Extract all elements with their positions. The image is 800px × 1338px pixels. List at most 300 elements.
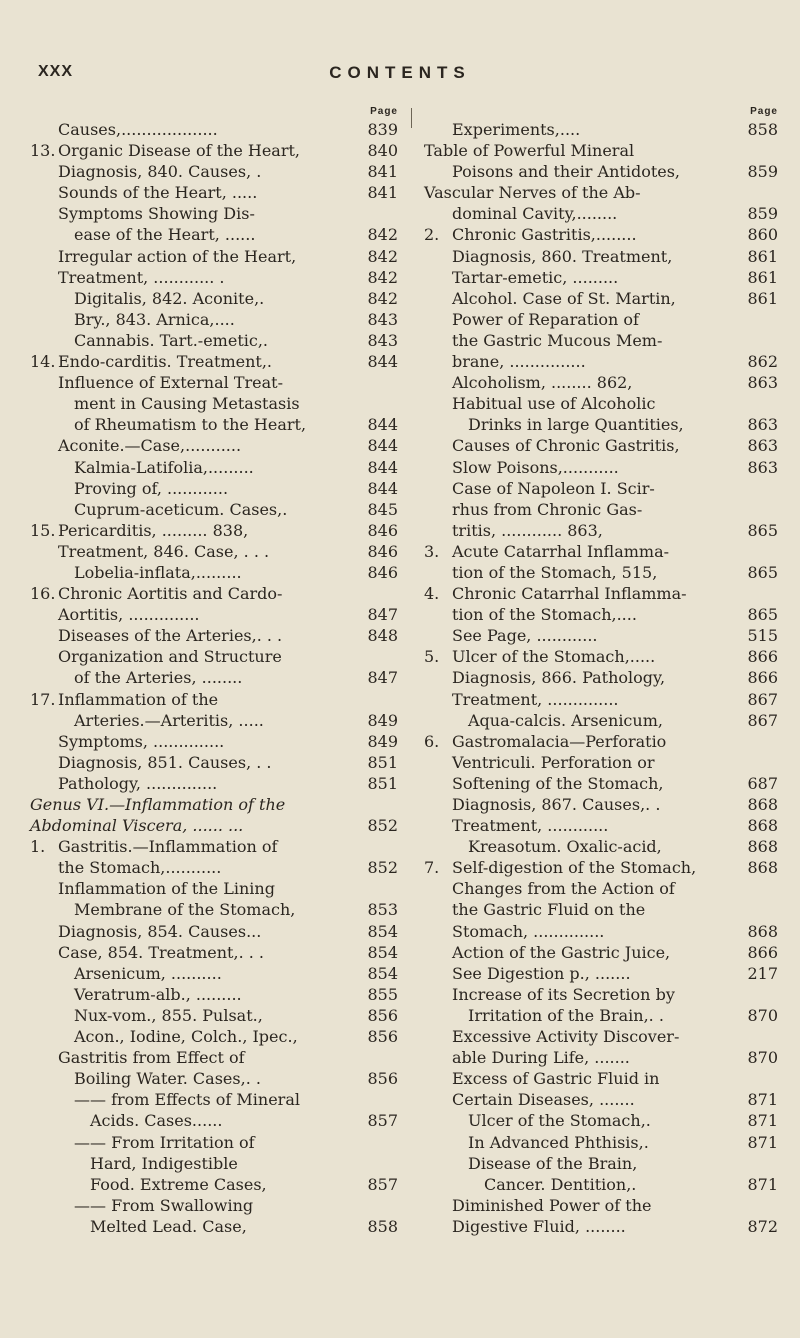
entry-title: Diagnosis, 840. Causes, .: [58, 162, 262, 182]
entry-title: Organization and Structure: [58, 647, 282, 667]
toc-entry: [30, 224, 402, 245]
entry-title: Chronic Gastritis,........: [452, 225, 637, 245]
entry-page-number: 861: [747, 246, 778, 266]
entry-number: 16.: [30, 584, 56, 604]
entry-page-number: 871: [747, 1090, 778, 1110]
entry-title: Action of the Gastric Juice,: [452, 942, 671, 962]
toc-entry: [30, 562, 402, 583]
entry-page-number: 846: [367, 520, 398, 540]
toc-entry: [424, 1026, 782, 1047]
toc-entry: [424, 351, 782, 372]
toc-entry: [424, 899, 782, 920]
entry-title: Digitalis, 842. Aconite,.: [74, 288, 265, 308]
entry-page-number: 857: [367, 1111, 398, 1131]
entry-title: Pericarditis, ......... 838,: [58, 520, 249, 540]
entry-page-number: 871: [747, 1174, 778, 1194]
page-number-roman: XXX: [38, 63, 74, 80]
toc-entry: [424, 794, 782, 815]
entry-title: Pathology, ..............: [58, 773, 218, 793]
toc-entry: [30, 1089, 402, 1110]
entry-title: Acon., Iodine, Colch., Ipec.,: [74, 1027, 298, 1047]
toc-entry: [30, 288, 402, 309]
toc-entry: [30, 942, 402, 963]
entry-page-number: 853: [367, 900, 398, 920]
entry-page-number: 854: [367, 921, 398, 941]
entry-page-number: 858: [367, 1216, 398, 1236]
running-header-title: CONTENTS: [329, 63, 471, 82]
toc-entry: [30, 1047, 402, 1068]
entry-title: —— From Irritation of: [74, 1132, 255, 1152]
entry-title: brane, ...............: [452, 352, 586, 372]
toc-entry: [30, 435, 402, 456]
toc-entry: [424, 1195, 782, 1216]
entry-page-number: 843: [367, 330, 398, 350]
toc-entry: [424, 604, 782, 625]
entry-title: of the Arteries, ........: [74, 668, 243, 688]
toc-entry: [424, 1174, 782, 1195]
entry-title: Veratrum-alb., .........: [74, 984, 242, 1004]
entry-title: Food. Extreme Cases,: [90, 1174, 267, 1194]
entry-page-number: 843: [367, 309, 398, 329]
entry-title: the Stomach,...........: [58, 858, 222, 878]
toc-entry: [30, 857, 402, 878]
entry-number: 1.: [30, 837, 46, 857]
toc-entry: [30, 773, 402, 794]
entry-title: Excessive Activity Discover-: [452, 1027, 680, 1047]
entry-title: Diagnosis, 866. Pathology,: [452, 668, 666, 688]
toc-entry: [30, 1110, 402, 1131]
entry-title: Ulcer of the Stomach,.....: [452, 647, 656, 667]
entry-page-number: 861: [747, 288, 778, 308]
toc-entry: [424, 478, 782, 499]
entry-title: Diagnosis, 867. Causes,. .: [452, 795, 661, 814]
toc-entry: [30, 182, 402, 203]
toc-entry: [424, 1216, 782, 1237]
entry-page-number: 842: [367, 225, 398, 245]
entry-title: Aconite.—Case,...........: [58, 436, 242, 456]
toc-entry: [30, 752, 402, 773]
contents-column-left: [30, 104, 402, 1237]
entry-title: Boiling Water. Cases,. .: [74, 1069, 261, 1089]
entry-number: 15.: [30, 520, 56, 540]
entry-title: Causes,...................: [58, 120, 218, 139]
toc-entry: [30, 499, 402, 520]
entry-number: 13.: [30, 141, 56, 161]
entry-title: Irregular action of the Heart,: [58, 246, 297, 266]
toc-entry: [30, 414, 402, 435]
entry-page-number: 849: [367, 710, 398, 730]
entry-page-number: 861: [747, 267, 778, 287]
entry-title: Diagnosis, 851. Causes, . .: [58, 752, 272, 772]
entry-title: Softening of the Stomach,: [452, 773, 664, 793]
toc-entry: [424, 119, 782, 140]
toc-entry: [30, 646, 402, 667]
toc-entry: [30, 921, 402, 942]
entry-title: of Rheumatism to the Heart,: [74, 415, 307, 435]
toc-entry: [30, 330, 402, 351]
entry-page-number: 841: [367, 183, 398, 203]
entry-page-number: 217: [747, 963, 778, 983]
entry-title: Inflammation of the: [58, 689, 219, 709]
entry-title: Stomach, ..............: [452, 921, 605, 941]
entry-page-number: 844: [367, 415, 398, 435]
toc-entry: [30, 1068, 402, 1089]
entry-title: Table of Powerful Mineral: [424, 141, 635, 161]
toc-entry: [424, 1089, 782, 1110]
toc-entry: [30, 836, 402, 857]
entry-title: Gastromalacia—Perforatio: [452, 731, 667, 751]
entry-page-number: 872: [747, 1216, 778, 1236]
entry-page-number: 846: [367, 541, 398, 561]
entry-title: Digestive Fluid, ........: [452, 1216, 626, 1236]
page-column-label: Page: [370, 106, 398, 117]
entry-page-number: 848: [367, 626, 398, 646]
entry-title: Endo-carditis. Treatment,.: [58, 352, 273, 372]
entry-title: Drinks in large Quantities,: [468, 415, 684, 435]
entry-page-number: 844: [367, 457, 398, 477]
entry-page-number: 868: [747, 816, 778, 836]
entry-title: Hard, Indigestible: [90, 1153, 238, 1173]
entry-title: Inflammation of the Lining: [58, 879, 275, 899]
toc-entry: [424, 309, 782, 330]
entry-page-number: 865: [747, 562, 778, 582]
entry-page-number: 871: [747, 1132, 778, 1152]
entry-title: dominal Cavity,........: [452, 204, 618, 224]
toc-entry: [30, 583, 402, 604]
entry-title: Case, 854. Treatment,. . .: [58, 942, 264, 962]
entry-title: Lobelia-inflata,.........: [74, 562, 242, 582]
toc-entry: [30, 203, 402, 224]
entry-title: Chronic Catarrhal Inflamma-: [452, 584, 687, 604]
entry-page-number: 687: [747, 773, 778, 793]
toc-entry: [424, 963, 782, 984]
entry-title: ment in Causing Metastasis: [74, 394, 300, 414]
entry-page-number: 847: [367, 605, 398, 625]
toc-entry: [424, 667, 782, 688]
toc-entry: [424, 182, 782, 203]
entry-page-number: 515: [747, 626, 778, 646]
toc-entry: [30, 815, 402, 836]
toc-entry: [30, 267, 402, 288]
toc-entry: [30, 457, 402, 478]
entry-title: Slow Poisons,...........: [452, 457, 619, 477]
toc-entry: [424, 393, 782, 414]
toc-entry: [424, 457, 782, 478]
entry-page-number: 868: [747, 858, 778, 878]
entry-title: tritis, ............ 863,: [452, 520, 603, 540]
toc-entry: [424, 562, 782, 583]
entry-title: Ventriculi. Perforation or: [452, 752, 655, 772]
toc-entry: [424, 224, 782, 245]
entry-title: Increase of its Secretion by: [452, 984, 675, 1004]
entry-number: 5.: [424, 647, 440, 667]
entry-title: Melted Lead. Case,: [90, 1216, 247, 1236]
entry-page-number: 865: [747, 605, 778, 625]
toc-entry: [424, 1047, 782, 1068]
entry-page-number: 849: [367, 731, 398, 751]
entry-title: Poisons and their Antidotes,: [452, 162, 681, 182]
toc-entry: [424, 1005, 782, 1026]
entry-title: Treatment, ............: [452, 816, 609, 836]
entry-title: Kreasotum. Oxalic-acid,: [468, 837, 662, 857]
toc-entry: [30, 140, 402, 161]
entry-title: Proving of, ............: [74, 478, 229, 498]
entry-title: Diseases of the Arteries,. . .: [58, 626, 283, 646]
toc-entry: [424, 942, 782, 963]
entry-page-number: 857: [367, 1174, 398, 1194]
toc-entry: [30, 1195, 402, 1216]
entry-title: Vascular Nerves of the Ab-: [424, 183, 641, 203]
toc-entry: [30, 625, 402, 646]
entry-page-number: 860: [747, 225, 778, 245]
entry-title: Diminished Power of the: [452, 1195, 652, 1215]
entry-title: Alcohol. Case of St. Martin,: [452, 288, 676, 308]
toc-entry: [424, 815, 782, 836]
toc-entry: [30, 1153, 402, 1174]
toc-entry: [30, 1026, 402, 1047]
toc-entry: [30, 731, 402, 752]
toc-entry: [30, 984, 402, 1005]
entry-title: Sounds of the Heart, .....: [58, 183, 258, 203]
entry-title: the Gastric Fluid on the: [452, 900, 646, 920]
entry-title: ease of the Heart, ......: [74, 225, 256, 245]
toc-entry: [424, 1132, 782, 1153]
entry-page-number: 841: [367, 162, 398, 182]
entry-page-number: 842: [367, 267, 398, 287]
toc-entry: [30, 878, 402, 899]
entry-page-number: 845: [367, 499, 398, 519]
entry-title: Diagnosis, 854. Causes...: [58, 921, 262, 941]
entry-page-number: 867: [747, 689, 778, 709]
contents-column-right: [424, 104, 782, 1237]
toc-entry: [424, 1110, 782, 1131]
entry-title: Symptoms, ..............: [58, 731, 225, 751]
entry-title: —— From Swallowing: [74, 1195, 254, 1215]
entry-title: Causes of Chronic Gastritis,: [452, 436, 680, 456]
entry-title: Self-digestion of the Stomach,: [452, 858, 697, 878]
entry-page-number: 856: [367, 1027, 398, 1047]
entry-title: Treatment, ............ .: [58, 267, 225, 287]
toc-entry: [30, 478, 402, 499]
entry-title: Aortitis, ..............: [58, 605, 200, 625]
entry-page-number: 868: [747, 837, 778, 857]
entry-title: tion of the Stomach, 515,: [452, 562, 658, 582]
toc-entry: [424, 646, 782, 667]
entry-page-number: 855: [367, 984, 398, 1004]
entry-title: tion of the Stomach,....: [452, 605, 637, 625]
entry-title: Experiments,....: [452, 120, 581, 139]
toc-entry: [424, 984, 782, 1005]
entry-title: Bry., 843. Arnica,....: [74, 309, 235, 329]
entry-page-number: 847: [367, 668, 398, 688]
entry-title: Abdominal Viscera, ...... ...: [30, 816, 244, 836]
contents-lines-right: [424, 119, 782, 1237]
entry-title: —— from Effects of Mineral: [74, 1090, 300, 1110]
entry-page-number: 863: [747, 436, 778, 456]
entry-number: 17.: [30, 689, 56, 709]
entry-page-number: 846: [367, 562, 398, 582]
toc-entry: [424, 1153, 782, 1174]
entry-page-number: 866: [747, 668, 778, 688]
toc-entry: [424, 140, 782, 161]
toc-entry: [424, 857, 782, 878]
entry-page-number: 856: [367, 1069, 398, 1089]
entry-title: In Advanced Phthisis,.: [468, 1132, 649, 1152]
entry-page-number: 867: [747, 710, 778, 730]
toc-entry: [424, 625, 782, 646]
toc-entry: [424, 414, 782, 435]
toc-entry: [424, 520, 782, 541]
toc-entry: [424, 773, 782, 794]
entry-page-number: 844: [367, 478, 398, 498]
entry-page-number: 866: [747, 942, 778, 962]
toc-entry: [30, 161, 402, 182]
entry-page-number: 852: [367, 858, 398, 878]
entry-title: Acute Catarrhal Inflamma-: [452, 541, 670, 561]
toc-entry: [424, 288, 782, 309]
toc-entry: [30, 1005, 402, 1026]
toc-entry: [30, 119, 402, 140]
entry-page-number: 870: [747, 1005, 778, 1025]
toc-entry: [424, 246, 782, 267]
toc-entry: [30, 667, 402, 688]
toc-entry: [424, 161, 782, 182]
entry-title: Cannabis. Tart.-emetic,.: [74, 330, 268, 350]
entry-title: Cancer. Dentition,.: [484, 1174, 637, 1194]
toc-entry: [30, 246, 402, 267]
entry-page-number: 870: [747, 1048, 778, 1068]
entry-title: the Gastric Mucous Mem-: [452, 330, 663, 350]
entry-title: Tartar-emetic, .........: [452, 267, 619, 287]
entry-page-number: 854: [367, 942, 398, 962]
toc-entry: [424, 752, 782, 773]
entry-page-number: 839: [367, 120, 398, 139]
entry-page-number: 865: [747, 520, 778, 540]
toc-entry: [30, 689, 402, 710]
entry-number: 14.: [30, 352, 56, 372]
entry-page-number: 863: [747, 415, 778, 435]
toc-entry: [30, 1132, 402, 1153]
entry-title: Ulcer of the Stomach,.: [468, 1111, 651, 1131]
toc-entry: [30, 1174, 402, 1195]
entry-title: Gastritis.—Inflammation of: [58, 837, 278, 857]
entry-page-number: 842: [367, 288, 398, 308]
entry-page-number: 863: [747, 457, 778, 477]
entry-page-number: 859: [747, 204, 778, 224]
entry-title: Case of Napoleon I. Scir-: [452, 478, 655, 498]
entry-title: Gastritis from Effect of: [58, 1048, 245, 1068]
entry-title: Habitual use of Alcoholic: [452, 394, 656, 414]
entry-title: Cuprum-aceticum. Cases,.: [74, 499, 288, 519]
entry-title: able During Life, .......: [452, 1048, 630, 1068]
entry-title: Certain Diseases, .......: [452, 1090, 635, 1110]
toc-entry: [424, 878, 782, 899]
entry-page-number: 868: [747, 921, 778, 941]
toc-entry: [30, 604, 402, 625]
entry-page-number: 871: [747, 1111, 778, 1131]
entry-title: Changes from the Action of: [452, 879, 675, 899]
entry-title: Disease of the Brain,: [468, 1153, 638, 1173]
toc-entry: [30, 393, 402, 414]
entry-title: Diagnosis, 860. Treatment,: [452, 246, 673, 266]
column-divider: [411, 108, 412, 128]
toc-entry: [424, 1068, 782, 1089]
entry-title: Irritation of the Brain,. .: [468, 1005, 664, 1025]
entry-page-number: 840: [367, 141, 398, 161]
entry-page-number: 844: [367, 352, 398, 372]
entry-title: Treatment, 846. Case, . . .: [58, 541, 270, 561]
toc-entry: [424, 921, 782, 942]
entry-title: Membrane of the Stomach,: [74, 900, 296, 920]
toc-entry: [30, 351, 402, 372]
entry-page-number: 856: [367, 1005, 398, 1025]
toc-entry: [424, 541, 782, 562]
toc-entry: [30, 309, 402, 330]
toc-entry: [424, 499, 782, 520]
toc-entry: [424, 689, 782, 710]
toc-entry: [424, 267, 782, 288]
entry-page-number: 842: [367, 246, 398, 266]
toc-entry: [30, 541, 402, 562]
entry-page-number: 868: [747, 795, 778, 814]
entry-title: See Digestion p., .......: [452, 963, 631, 983]
entry-number: 3.: [424, 541, 440, 561]
toc-entry: [30, 963, 402, 984]
entry-title: Arsenicum, ..........: [74, 963, 222, 983]
toc-entry: [30, 794, 402, 815]
toc-entry: [30, 1216, 402, 1237]
entry-number: 6.: [424, 731, 440, 751]
entry-title: Chronic Aortitis and Cardo-: [58, 584, 283, 604]
entry-page-number: 854: [367, 963, 398, 983]
entry-title: See Page, ............: [452, 626, 598, 646]
entry-title: Arteries.—Arteritis, .....: [74, 710, 264, 730]
entry-page-number: 866: [747, 647, 778, 667]
toc-entry: [30, 899, 402, 920]
toc-entry: [30, 520, 402, 541]
entry-title: rhus from Chronic Gas-: [452, 499, 643, 519]
toc-entry: [424, 836, 782, 857]
toc-entry: [424, 435, 782, 456]
entry-title: Power of Reparation of: [452, 309, 639, 329]
toc-entry: [424, 330, 782, 351]
entry-page-number: 858: [747, 120, 778, 139]
entry-title: Kalmia-Latifolia,.........: [74, 457, 254, 477]
entry-title: Aqua-calcis. Arsenicum,: [468, 710, 663, 730]
entry-page-number: 844: [367, 436, 398, 456]
toc-entry: [424, 203, 782, 224]
toc-entry: [424, 583, 782, 604]
entry-title: Organic Disease of the Heart,: [58, 141, 300, 161]
toc-entry: [424, 731, 782, 752]
entry-title: Genus VI.—Inflammation of the: [30, 795, 286, 814]
contents-lines-left: [30, 119, 402, 1237]
toc-entry: [424, 710, 782, 731]
toc-entry: [424, 372, 782, 393]
entry-page-number: 862: [747, 352, 778, 372]
entry-title: Nux-vom., 855. Pulsat.,: [74, 1005, 263, 1025]
entry-page-number: 851: [367, 773, 398, 793]
page-column-label: Page: [750, 106, 778, 117]
entry-number: 7.: [424, 858, 440, 878]
entry-page-number: 859: [747, 162, 778, 182]
entry-title: Influence of External Treat-: [58, 373, 283, 393]
entry-page-number: 851: [367, 752, 398, 772]
toc-entry: [30, 710, 402, 731]
entry-number: 2.: [424, 225, 440, 245]
toc-entry: [30, 372, 402, 393]
entry-page-number: 852: [367, 816, 398, 836]
